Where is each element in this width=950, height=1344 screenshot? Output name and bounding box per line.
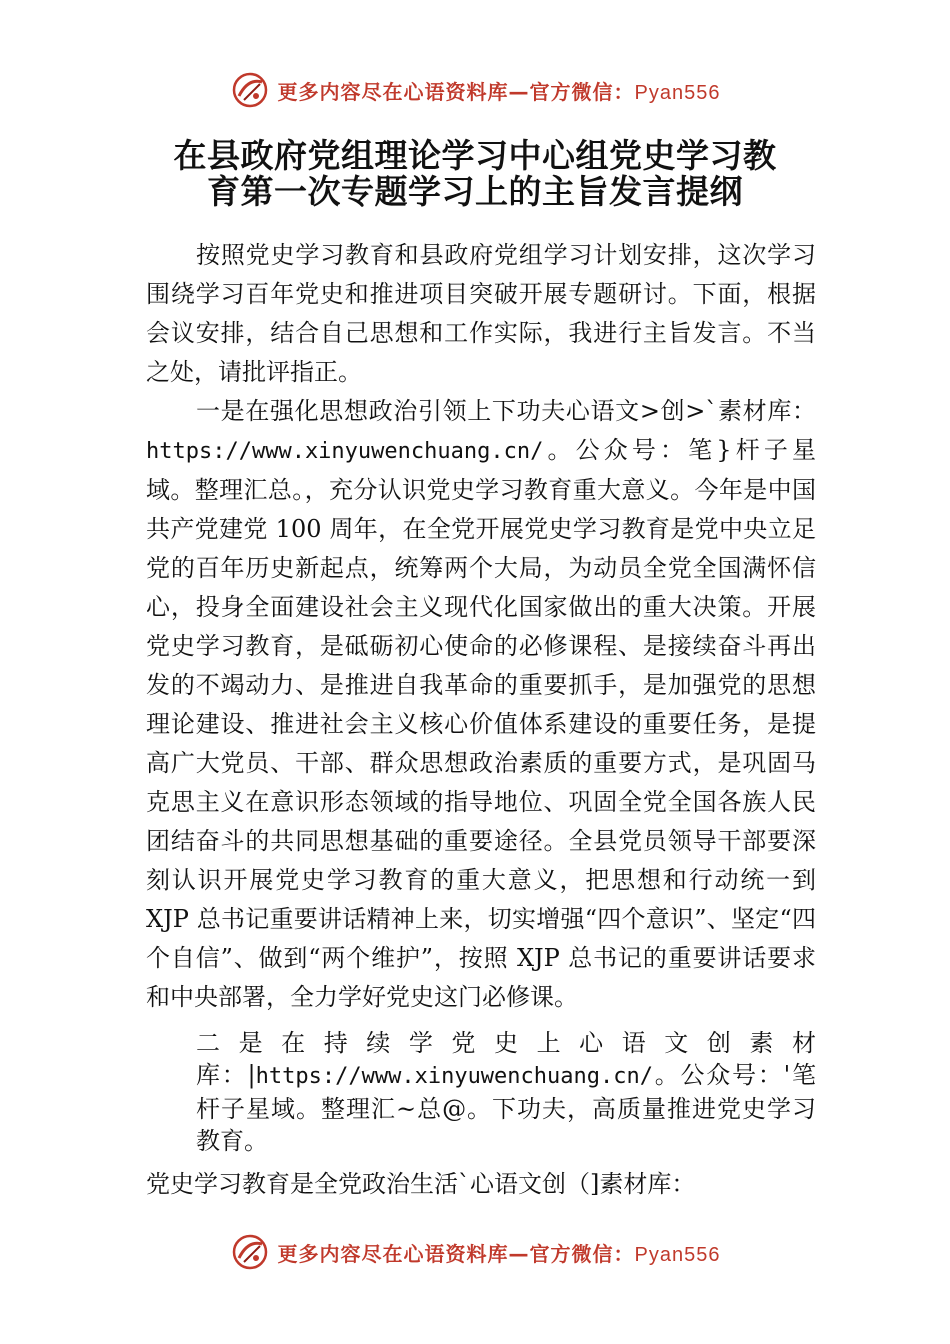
paragraph-intro: 按照党史学习教育和县政府党组学习计划安排，这次学习围绕学习百年党史和推进项目突破开展专题研讨。下面，根据会议安排，结合自己思想和工作实际，我进行主旨发言。不当之处，请批评指正。	[146, 241, 816, 386]
header-banner	[0, 68, 950, 112]
document-body	[146, 236, 816, 1204]
footer-banner	[0, 1230, 950, 1274]
xinyu-logo-icon	[230, 1232, 270, 1272]
xinyu-logo-icon	[230, 70, 270, 110]
title-line-1: 在县政府党组理论学习中心组党史学习教	[173, 136, 777, 175]
point-one-lead: 一是在强化思想政治引领上下功夫心语文>创>`素材库：	[196, 397, 816, 425]
point-two-body: 。公众号：'笔杆子星域。整理汇~总@。下功夫，高质量推进党史学习教育。	[196, 1061, 816, 1155]
point-two-url[interactable]: https://www.xinyuwenchuang.cn/	[255, 1064, 653, 1089]
paragraph-point-two	[196, 1027, 816, 1157]
paragraph-point-one	[146, 392, 816, 1017]
title-line-2: 育第一次专题学习上的主旨发言提纲	[207, 172, 743, 211]
point-one-url[interactable]: https://www.xinyuwenchuang.cn/	[146, 439, 544, 464]
banner-text: 更多内容尽在心语资料库—官方微信：Pyan556	[277, 79, 721, 104]
page-title	[140, 138, 810, 210]
point-one-body: 。公众号：笔}杆子星域。整理汇总。，充分认识党史学习教育重大意义。今年是中国共产党建党 100 周年，在全党开展党史学习教育是党中央立足党的百年历史新起点，统筹两个大局，为动员全党全国满怀信心，投身全面建设社会主义现代化国家做出的重大决策。开展党史学习教育，是砥砺初心使命的必修课程、是接续奋斗再出发的不竭动力、是推进自我革命的重要抓手，是加强党的思想理论建设、推进社会主义核心价值体系建设的重要任务，是提高广大党员、干部、群众思想政治素质的重要方式，是巩固马克思主义在意识形态领域的指导地位、巩固全党全国各族人民团结奋斗的共同思想基础的重要途径。全县党员领导干部要深刻认识开展党史学习教育的重大意义，把思想和行动统一到 XJP 总书记重要讲话精神上来，切实增强“四个意识”、坚定“四个自信”、做到“两个维护”，按照 XJP 总书记的重要讲话要求和中央部署，全力学好党史这门必修课。	[146, 436, 816, 1011]
point-two-lead: 二是在持续学党史上心语文创素材库：|	[196, 1029, 816, 1089]
banner-text: 更多内容尽在心语资料库—官方微信：Pyan556	[277, 1241, 721, 1266]
paragraph-continued: 党史学习教育是全党政治生活`心语文创（]素材库：	[146, 1170, 696, 1198]
